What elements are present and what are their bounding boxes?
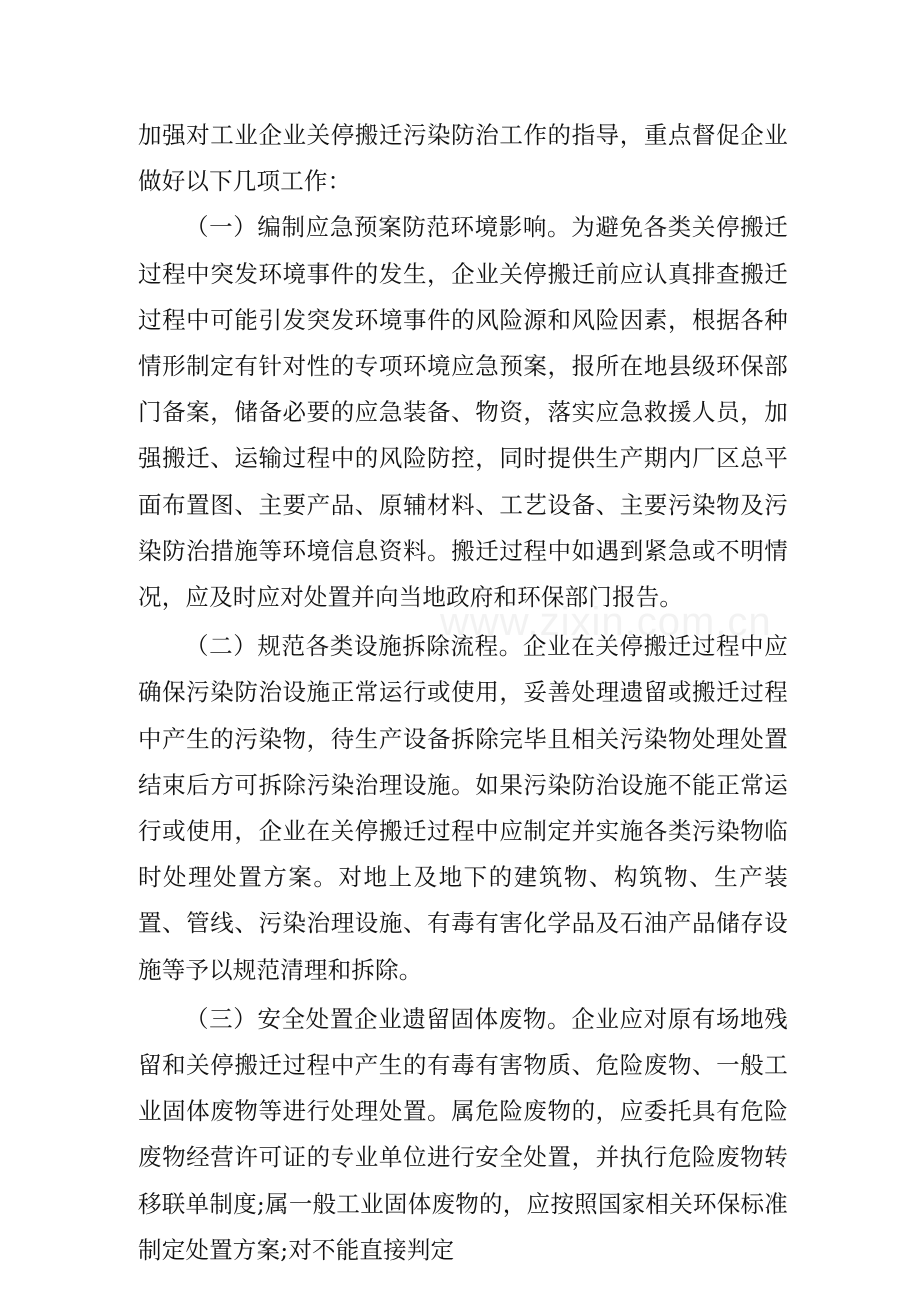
paragraph-section-1: （一）编制应急预案防范环境影响。为避免各类关停搬迁过程中突发环境事件的发生，企业关停搬迁前应认真排查搬迁过程中可能引发突发环境事件的风险源和风险因素，根据各种情形制定有针对性的专项环境应急预案，报所在地县级环保部门备案，储备必要的应急装备、物资，落实应急救援人员，加强搬迁、运输过程中的风险防控，同时提供生产期内厂区总平面布置图、主要产品、原辅材料、工艺设备、主要污染物及污染防治措施等环境信息资料。搬迁过程中如遇到紧急或不明情况，应及时应对处置并向当地政府和环保部门报告。 xyxy=(138,213,788,612)
document-body xyxy=(138,112,788,1273)
watermark: www.zixin.com.cn xyxy=(440,600,772,644)
paragraph-intro: 加强对工业企业关停搬迁污染防治工作的指导，重点督促企业做好以下几项工作： xyxy=(138,121,788,196)
paragraph-section-3: （三）安全处置企业遗留固体废物。企业应对原有场地残留和关停搬迁过程中产生的有毒有害物质、危险废物、一般工业固体废物等进行处理处置。属危险废物的，应委托具有危险废物经营许可证的专业单位进行安全处置，并执行危险废物转移联单制度;属一般工业固体废物的，应按照国家相关环保标准制定处置方案;对不能直接判定 xyxy=(138,1004,788,1264)
paragraph-section-2: （二）规范各类设施拆除流程。企业在关停搬迁过程中应确保污染防治设施正常运行或使用，妥善处理遗留或搬迁过程中产生的污染物，待生产设备拆除完毕且相关污染物处理处置结束后方可拆除污染治理设施。如果污染防治设施不能正常运行或使用，企业在关停搬迁过程中应制定并实施各类污染物临时处理处置方案。对地上及地下的建筑物、构筑物、生产装置、管线、污染治理设施、有毒有害化学品及石油产品储存设施等予以规范清理和拆除。 xyxy=(138,632,788,984)
